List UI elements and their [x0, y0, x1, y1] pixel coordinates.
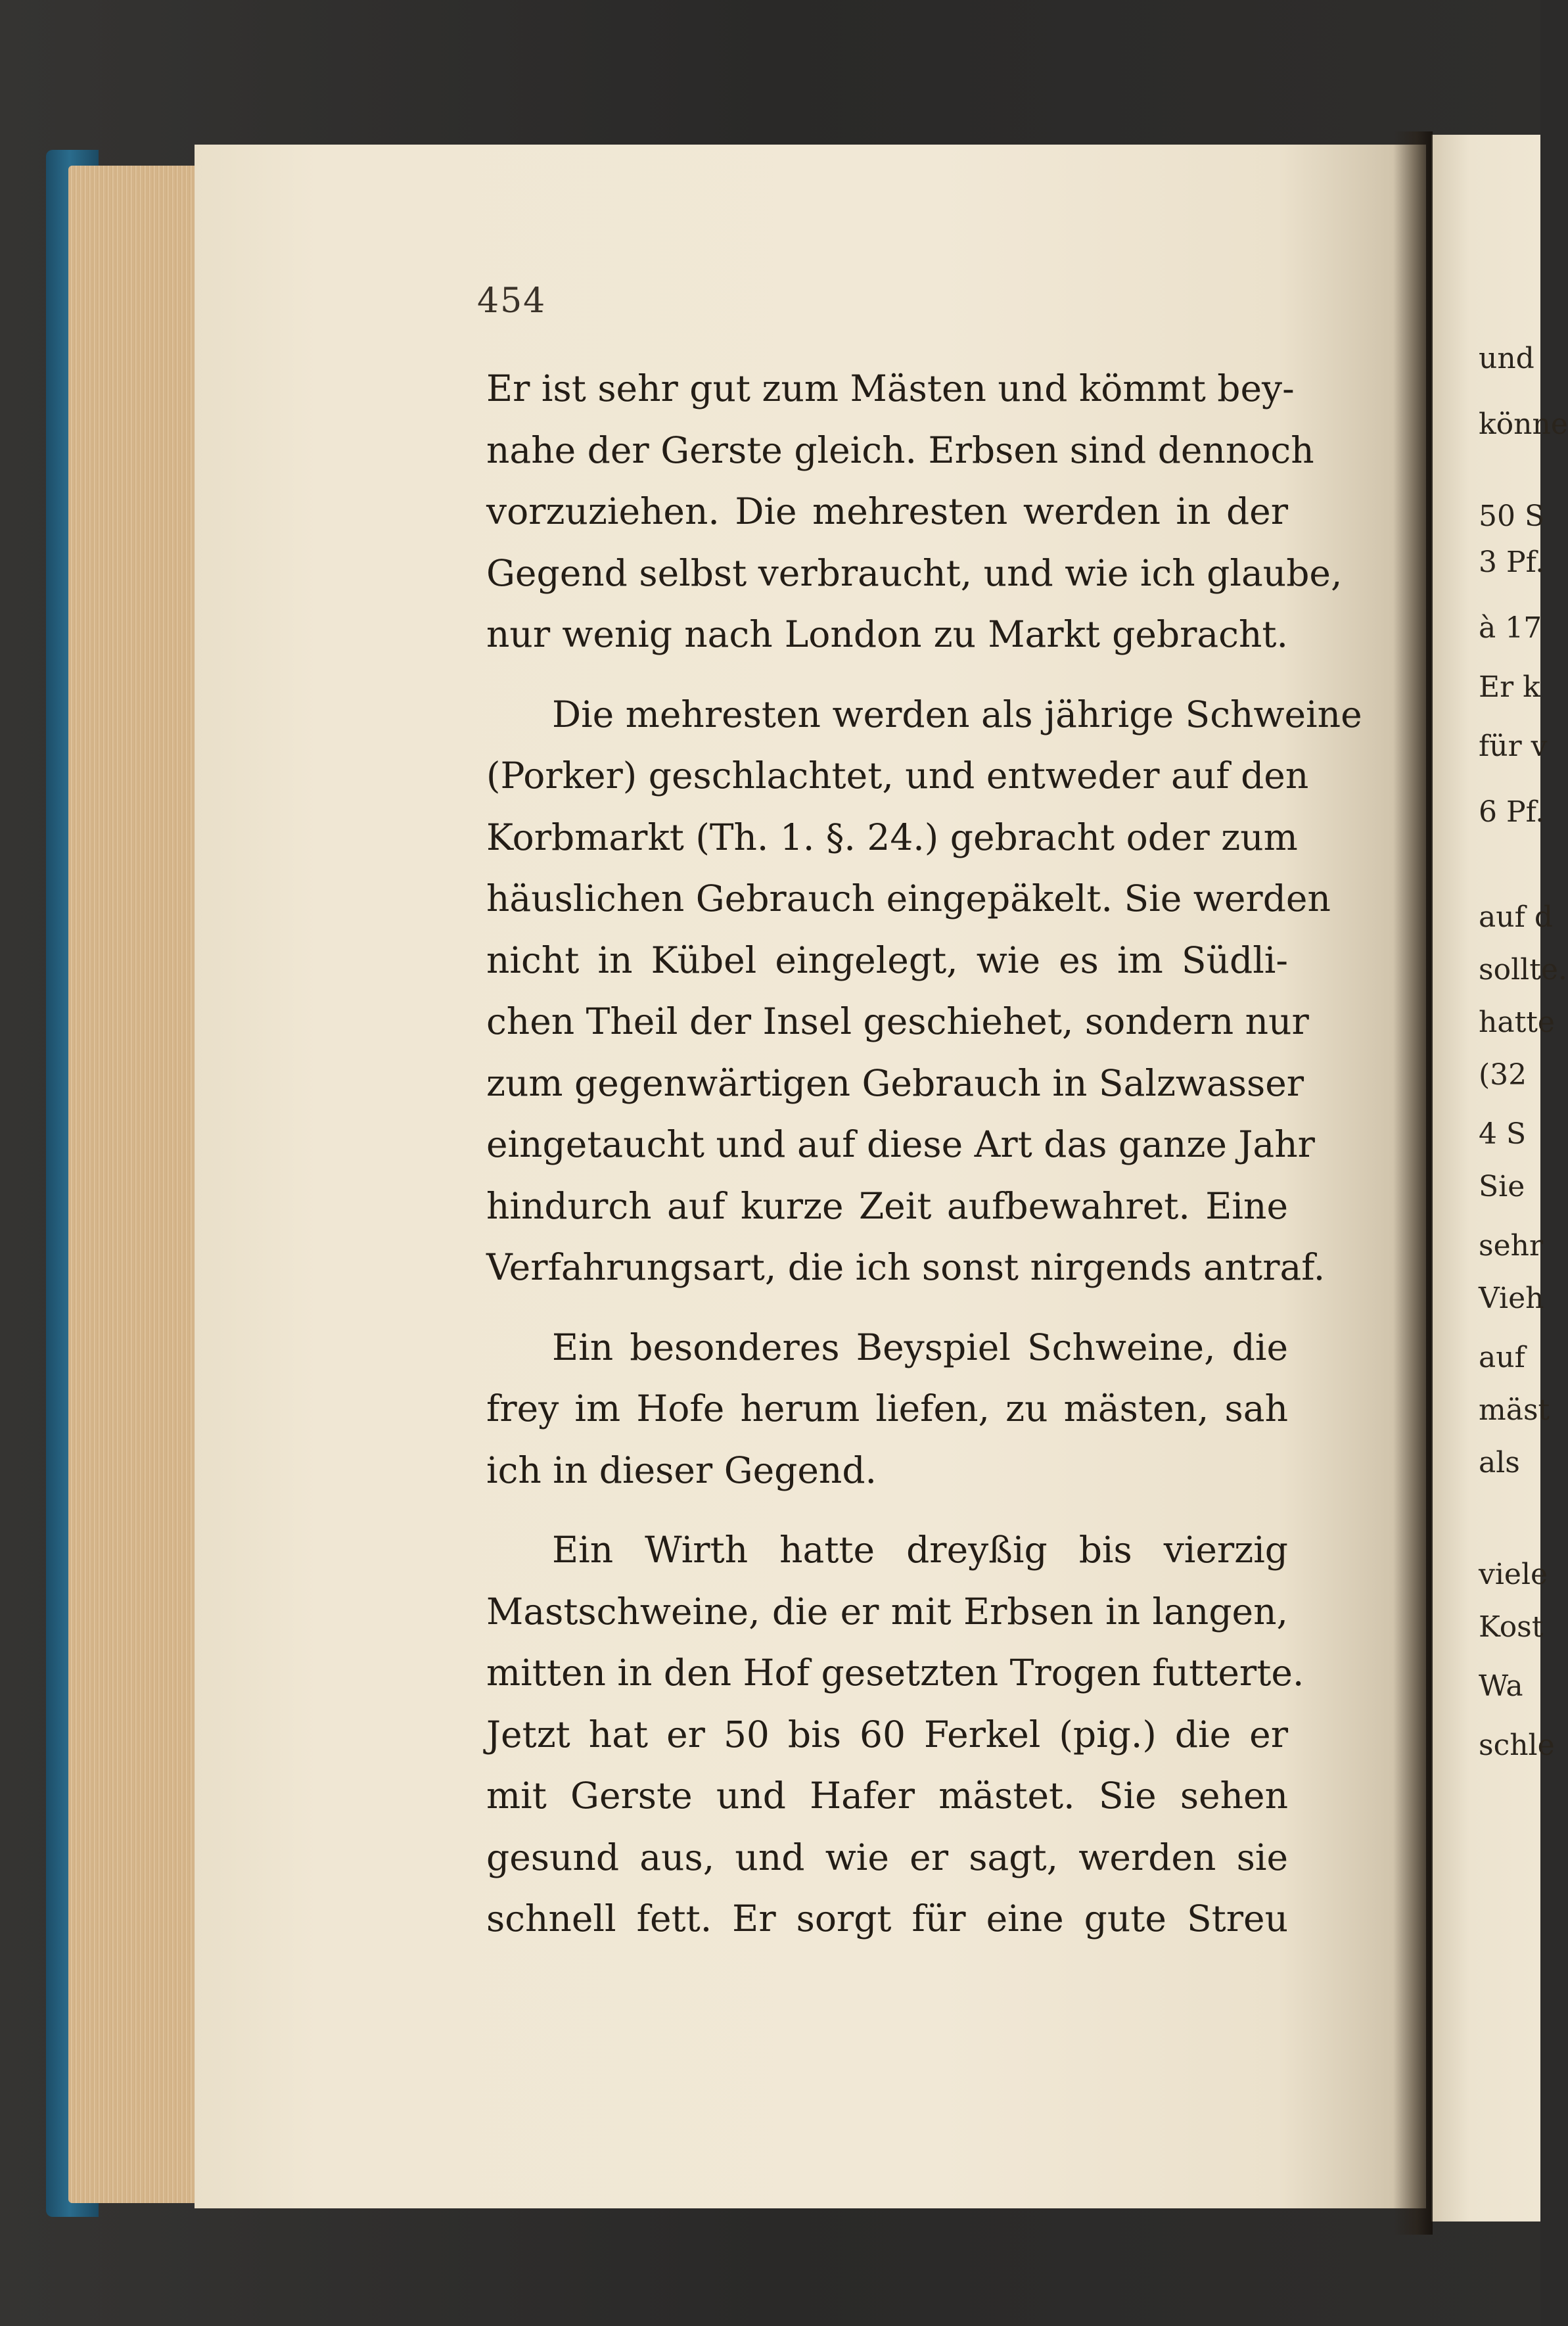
text-line: chen Theil der Insel geschiehet, sondern nur — [486, 1000, 1309, 1042]
next-page-fragment: könne — [1479, 407, 1568, 441]
text-line: Gegend selbst verbraucht, und wie ich glaube, — [486, 551, 1343, 594]
next-page-fragment: Sie — [1479, 1170, 1525, 1203]
text-line: Mastschweine, die er mit Erbsen in langen, — [486, 1590, 1288, 1633]
page-text — [486, 358, 1362, 1950]
text-line: Ein Wirth hatte dreyßig bis vierzig — [552, 1529, 1288, 1571]
next-page-fragment: viele — [1479, 1558, 1548, 1591]
next-page-fragment: (32 — [1479, 1058, 1527, 1092]
next-page-fragment: Wa — [1479, 1669, 1523, 1703]
text-line: zum gegenwärtigen Gebrauch in Salzwasser — [486, 1061, 1304, 1104]
text-line: Verfahrungsart, die ich sonst nirgends antraf. — [486, 1246, 1326, 1288]
text-line: Jetzt hat er 50 bis 60 Ferkel (pig.) die er — [486, 1713, 1288, 1756]
next-page-fragment: auf d — [1479, 900, 1554, 934]
next-page-fragment: 50 S — [1479, 500, 1545, 533]
next-page-fragment: Vieh — [1479, 1282, 1544, 1315]
text-line: ich in dieser Gegend. — [486, 1449, 877, 1491]
text-line: häuslichen Gebrauch eingepäkelt. Sie werden — [486, 877, 1331, 919]
text-line: Korbmarkt (Th. 1. §. 24.) gebracht oder zum — [486, 816, 1298, 858]
next-page-fragment: à 17 — [1479, 611, 1542, 645]
book-gutter — [1393, 131, 1433, 2235]
next-page-fragment: Kost — [1479, 1610, 1544, 1644]
text-line: Die mehresten werden als jährige Schweine — [552, 693, 1362, 735]
text-line: (Porker) geschlachtet, und entweder auf den — [486, 755, 1309, 797]
text-line: nur wenig nach London zu Markt gebracht. — [486, 613, 1288, 655]
text-line: vorzuziehen. Die mehresten werden in der — [486, 490, 1288, 532]
text-line: nahe der Gerste gleich. Erbsen sind dennoch — [486, 429, 1314, 471]
next-page-fragment: als — [1479, 1446, 1520, 1479]
page-edges — [68, 166, 200, 2203]
next-page-fragment: sehr — [1479, 1229, 1543, 1263]
text-line: hindurch auf kurze Zeit aufbewahret. Eine — [486, 1184, 1288, 1227]
next-page-fragment: 4 S — [1479, 1117, 1527, 1151]
next-page-fragment: hatte — [1479, 1006, 1555, 1039]
text-line: Er ist sehr gut zum Mästen und kömmt bey- — [486, 367, 1295, 409]
text-line: nicht in Kübel eingelegt, wie es im Südli- — [486, 939, 1288, 981]
text-line: mitten in den Hof gesetzten Trogen futterte. — [486, 1652, 1304, 1694]
next-page-fragment: auf — [1479, 1341, 1525, 1374]
text-line: Ein besonderes Beyspiel Schweine, die — [552, 1326, 1288, 1368]
text-line: frey im Hofe herum liefen, zu mästen, sah — [486, 1387, 1288, 1430]
text-line: gesund aus, und wie er sagt, werden sie — [486, 1836, 1288, 1878]
next-page-fragment: schle — [1479, 1729, 1555, 1762]
next-page-fragment: sollte. — [1479, 953, 1567, 987]
next-page-fragment: Er k — [1479, 670, 1540, 704]
text-line: schnell fett. Er sorgt für eine gute Streu — [486, 1897, 1288, 1940]
next-page-fragment: und — [1479, 342, 1534, 375]
next-page-fragment: mäst — [1479, 1393, 1550, 1427]
text-line: mit Gerste und Hafer mästet. Sie sehen — [486, 1775, 1288, 1817]
next-page-fragment: 3 Pf. — [1479, 546, 1545, 579]
next-page-fragment: für v — [1479, 730, 1548, 763]
next-page-fragment: 6 Pf. — [1479, 795, 1545, 829]
page-number: 454 — [477, 281, 547, 321]
text-line: eingetaucht und auf diese Art das ganze Jahr — [486, 1123, 1315, 1165]
